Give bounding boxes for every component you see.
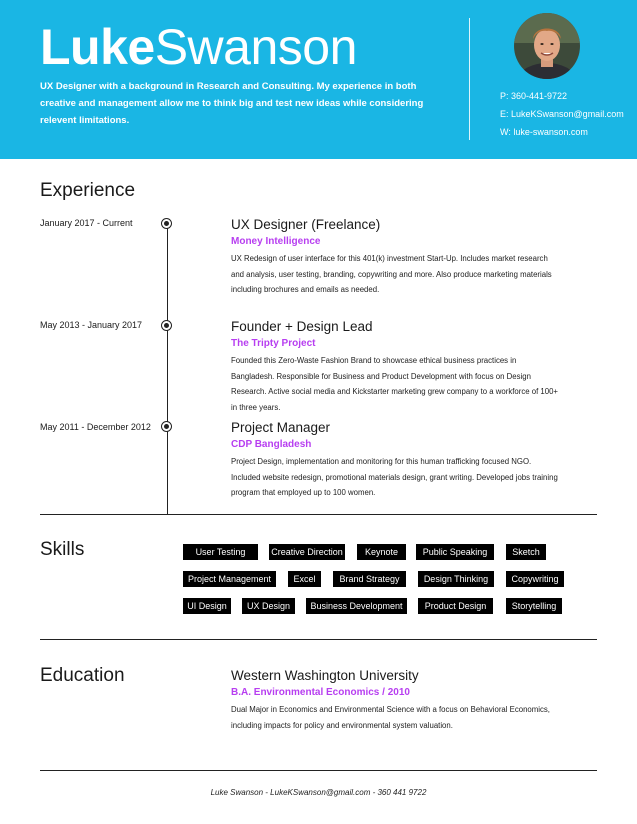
job-entry (231, 217, 561, 298)
job-date: January 2017 - Current (40, 218, 133, 228)
skill-tag: Product Design (418, 598, 493, 614)
skills-heading: Skills (40, 539, 85, 560)
job-description: Founded this Zero-Waste Fashion Brand to showcase ethical business practices in Bangladesh. Responsible for Business and Product Development with focus on Design Research. Active social media and Kickstarter marketing grew company to a workforce of 100+ in three years. (231, 356, 558, 412)
section-divider (40, 639, 597, 640)
skill-tag: Business Development (306, 598, 407, 614)
job-description: Project Design, implementation and monitoring for this human trafficking focused NGO. Included website redesign, promotional materials design, grant writing. Developed jobs training program that employed up to 100 women. (231, 457, 558, 497)
contact-info (500, 87, 624, 141)
experience-heading: Experience (40, 180, 136, 201)
company-name: Money Intelligence (231, 236, 321, 247)
skill-tag: UI Design (183, 598, 231, 614)
skill-tag: User Testing (183, 544, 258, 560)
email-text[interactable]: E: LukeKSwanson@gmail.com (500, 109, 624, 119)
skill-tag: UX Design (242, 598, 295, 614)
company-name: CDP Bangladesh (231, 439, 312, 450)
footer-contact: Luke Swanson - LukeKSwanson@gmail.com - 360 441 9722 (210, 788, 427, 797)
skill-tag: Excel (288, 571, 321, 587)
candidate-name (40, 20, 357, 74)
skill-tag: Public Speaking (416, 544, 494, 560)
timeline-dot (161, 421, 172, 432)
section-divider (40, 770, 597, 771)
job-date: May 2013 - January 2017 (40, 320, 143, 330)
header-divider (469, 18, 470, 140)
skill-tag: Design Thinking (418, 571, 494, 587)
timeline-dot (161, 218, 172, 229)
job-title: Project Manager (231, 420, 331, 435)
job-entry (231, 420, 561, 501)
skill-tag: Keynote (357, 544, 406, 560)
job-description: UX Redesign of user interface for this 401(k) investment Start-Up. Includes market research and analysis, user testing, branding, copywriting and more. Also produce marketing materials including brochures and emails as needed. (231, 254, 552, 294)
education-description: Dual Major in Economics and Environmental Science with a focus on Behavioral Economics, including impacts for policy and environmental system valuation. (231, 705, 550, 730)
skill-tag: Sketch (506, 544, 546, 560)
profile-photo (514, 13, 580, 79)
job-title: UX Designer (Freelance) (231, 217, 381, 232)
degree-text: B.A. Environmental Economics / 2010 (231, 687, 410, 698)
skill-tag: Creative Direction (269, 544, 345, 560)
skill-tag: Brand Strategy (333, 571, 406, 587)
education-entry (231, 668, 561, 733)
phone-text: P: 360-441-9722 (500, 91, 568, 101)
first-name: Luke (40, 19, 155, 75)
header-banner (0, 0, 637, 159)
school-name: Western Washington University (231, 668, 419, 683)
section-divider (40, 514, 597, 515)
skill-tag: Storytelling (506, 598, 562, 614)
website-text[interactable]: W: luke-swanson.com (500, 127, 588, 137)
skill-tag: Project Management (183, 571, 276, 587)
timeline-line (167, 225, 168, 515)
job-entry (231, 319, 561, 415)
job-date: May 2011 - December 2012 (40, 422, 151, 432)
company-name: The Tripty Project (231, 338, 316, 349)
skill-tag: Copywriting (506, 571, 564, 587)
profile-summary: UX Designer with a background in Research and Consulting. My experience in both creative and management allow me to think big and test new ideas while considering relevent limitations. (40, 81, 424, 126)
timeline-dot (161, 320, 172, 331)
last-name: Swanson (154, 19, 357, 75)
education-heading: Education (40, 665, 125, 686)
job-title: Founder + Design Lead (231, 319, 373, 334)
